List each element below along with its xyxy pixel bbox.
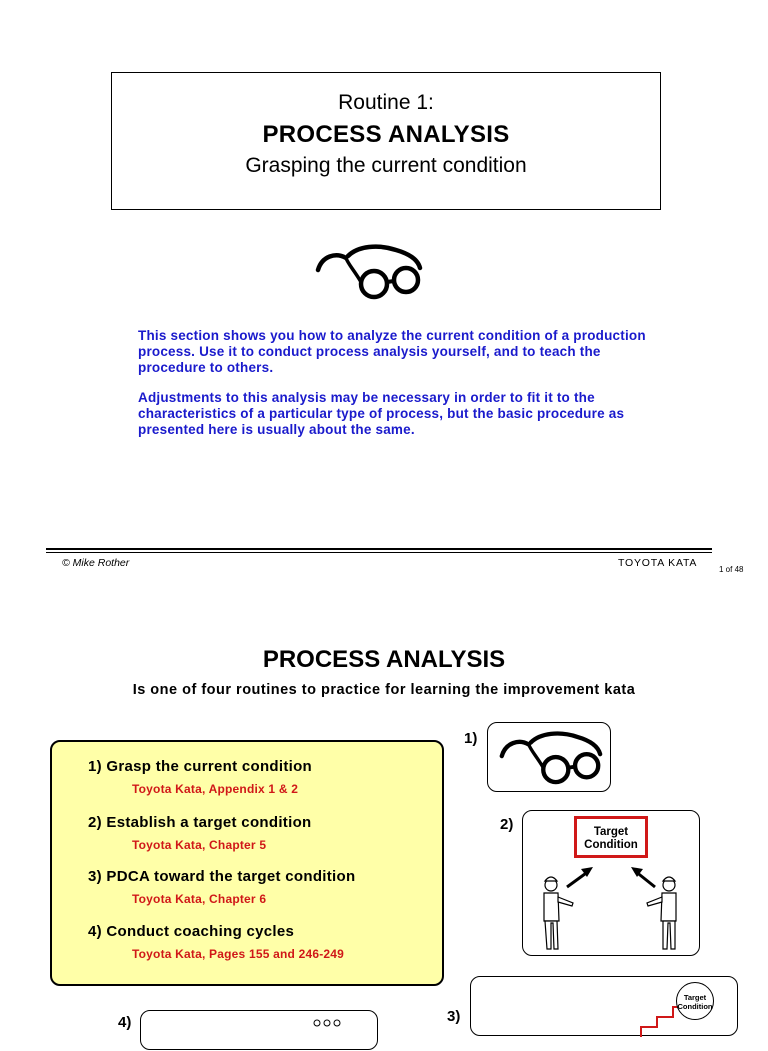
- routines-list: [50, 740, 444, 986]
- panel-2-label: 2): [500, 816, 514, 833]
- routine-reference: Toyota Kata, Chapter 5: [132, 838, 267, 852]
- page-title: PROCESS ANALYSIS: [262, 121, 510, 148]
- intro-paragraph: This section shows you how to analyze the current condition of a production process. Use it to conduct process analysis yourself, and to teach the procedure to others.: [138, 328, 646, 375]
- routine-item: 2) Establish a target condition: [88, 814, 312, 831]
- panel-1-label: 1): [464, 730, 478, 747]
- panel-3-label: 3): [447, 1008, 461, 1025]
- section-subtitle: Is one of four routines to practice for learning the improvement kata: [132, 682, 636, 698]
- routine-item: 1) Grasp the current condition: [88, 758, 313, 775]
- routine-item: 3) PDCA toward the target condition: [88, 868, 356, 885]
- panel-coaching: [140, 1010, 378, 1050]
- target-condition-box: Target Condition: [574, 816, 648, 858]
- section-title: PROCESS ANALYSIS: [262, 646, 506, 673]
- target-condition-circle: Target Condition: [676, 982, 714, 1020]
- routine-label: Routine 1:: [338, 91, 434, 114]
- footer-divider: [46, 552, 712, 553]
- footer-divider: [46, 548, 712, 550]
- glasses-icon: [496, 729, 604, 787]
- page-subtitle: Grasping the current condition: [245, 154, 527, 177]
- routine-reference: Toyota Kata, Chapter 6: [132, 892, 267, 906]
- routine-reference: Toyota Kata, Appendix 1 & 2: [132, 782, 299, 796]
- footer-copyright: © Mike Rother: [62, 557, 130, 569]
- footer-brand: TOYOTA KATA: [618, 557, 698, 569]
- page-number: 1 of 48: [719, 565, 744, 574]
- panel-4-label: 4): [118, 1014, 132, 1031]
- intro-paragraph: Adjustments to this analysis may be necessary in order to fit it to the characteristics of a particular type of process, but the basic procedure as presented here is usually about the same.: [138, 390, 625, 437]
- routine-reference: Toyota Kata, Pages 155 and 246-249: [132, 947, 345, 961]
- title-box: [111, 72, 661, 210]
- coaching-icon: [141, 1011, 379, 1051]
- glasses-icon: [312, 242, 424, 302]
- panel-grasp-condition: [487, 722, 611, 792]
- routine-item: 4) Conduct coaching cycles: [88, 923, 295, 940]
